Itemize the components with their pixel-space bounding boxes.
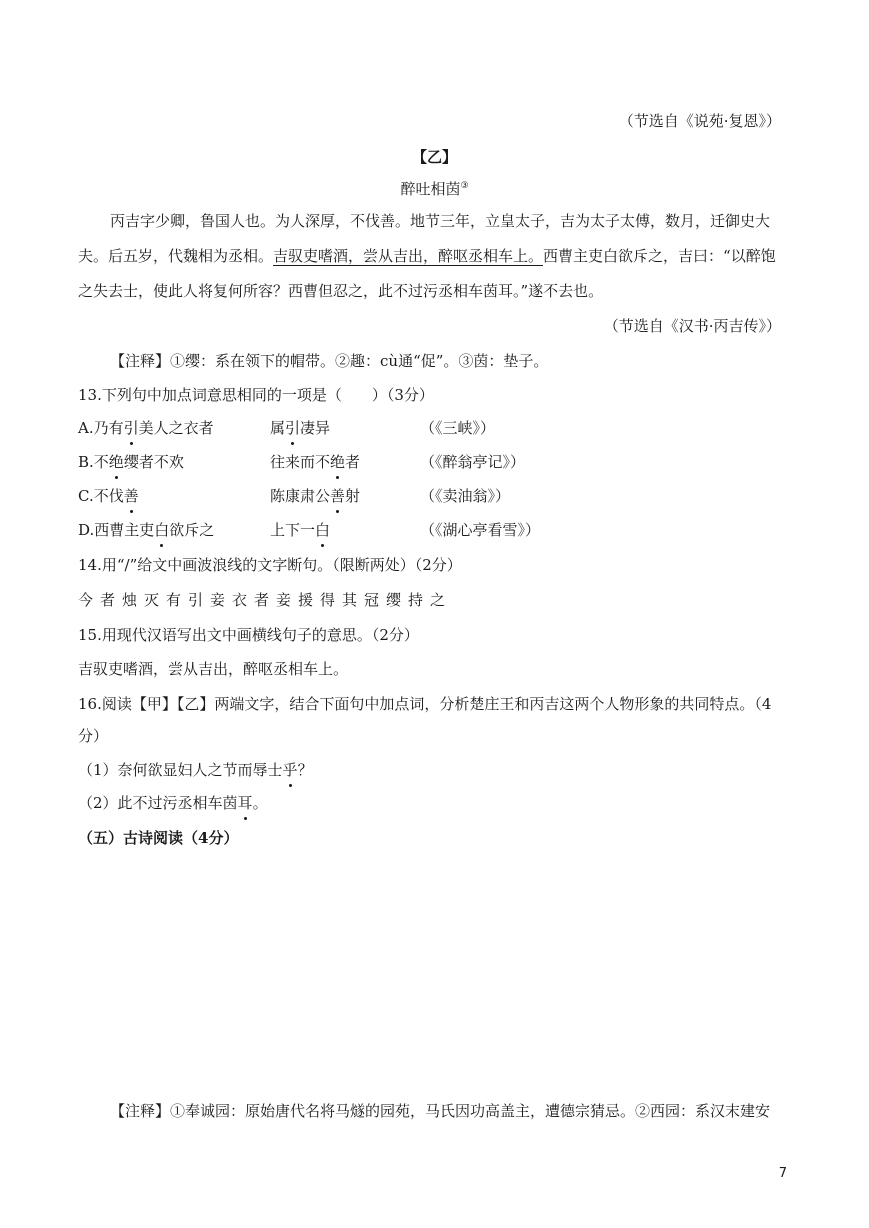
question-15-stem: 15.用现代汉语写出文中画横线句子的意思。（2分） — [78, 626, 419, 644]
sentence-text: （2）此不过污丞相车茵 — [78, 794, 238, 812]
passage-line-3: 之失去士，使此人将复何所容？西曹但忍之，此不过污丞相车茵耳。”遂不去也。 — [78, 282, 604, 300]
question-16-sentence-2 — [78, 793, 268, 814]
question-15-text: 吉驭吏嗜酒，尝从吉出，醉呕丞相车上。 — [78, 660, 349, 678]
sentence-text: （1）奈何欲显妇人之节而辱士 — [78, 761, 283, 779]
dotted-word: 善 — [123, 487, 139, 505]
dotted-word: 善 — [330, 487, 346, 505]
passage-line-1: 丙吉字少卿，鲁国人也。为人深厚，不伐善。地节三年，立皇太子，吉为太子太傅，数月，迁御史大 — [110, 212, 771, 230]
option-text: 属 — [270, 419, 286, 437]
underlined-sentence: 吉驭吏嗜酒，尝从吉出，醉呕丞相车上。 — [273, 247, 544, 265]
option-text: 者 — [345, 453, 361, 471]
option-text: A.乃有 — [78, 419, 124, 437]
passage-title-text: 醉吐相茵 — [400, 180, 461, 198]
option-text: 缨者不欢 — [123, 453, 184, 471]
source-citation-jia: （节选自《说苑·复恩》） — [618, 112, 781, 130]
page-number: 7 — [778, 1166, 787, 1181]
option-source: （《三峡》） — [420, 419, 496, 437]
option-c — [78, 486, 798, 507]
bottom-annotation: 【注释】①奉诚园：原始唐代名将马燧的园苑，马氏因功高盖主，遭德宗猜忌。②西园：系汉末建安 — [110, 1102, 771, 1120]
dotted-word: 白 — [154, 521, 170, 539]
option-text: B.不 — [78, 453, 109, 471]
dotted-word: 引 — [123, 419, 139, 437]
option-text: 陈康肃公 — [270, 487, 331, 505]
question-14-stem: 14.用“/”给文中画波浪线的文字断句。（限断两处）（2分） — [78, 556, 462, 574]
passage-line-2-start: 夫。后五岁，代魏相为丞相。 — [78, 247, 274, 265]
source-citation-yi: （节选自《汉书·丙吉传》） — [603, 317, 781, 335]
sentence-text: ？ — [297, 761, 313, 779]
option-d — [78, 520, 798, 541]
passage-line-2-end: 西曹主吏白欲斥之，吉曰：“以醉饱 — [543, 247, 776, 265]
footnote-marker: ③ — [460, 181, 469, 191]
dotted-word: 引 — [285, 419, 301, 437]
option-text: 上下一 — [270, 521, 316, 539]
dotted-word: 乎 — [282, 761, 298, 779]
option-b — [78, 452, 798, 473]
option-text: 美人之衣者 — [138, 419, 214, 437]
annotation-notes: 【注释】①缨：系在领下的帽带。②趣：cù通“促”。③茵：垫子。 — [110, 352, 549, 370]
sentence-text: 。 — [252, 794, 268, 812]
option-text: 射 — [345, 487, 361, 505]
option-a — [78, 418, 798, 439]
option-text: 欲斥之 — [169, 521, 215, 539]
question-16-stem-line-2: 分） — [78, 727, 109, 745]
section-5-heading: （五）古诗阅读（4分） — [78, 829, 239, 847]
option-source: （《湖心亭看雪》） — [420, 521, 541, 539]
passage-line-2 — [78, 246, 776, 267]
option-text: 凄异 — [300, 419, 331, 437]
question-16-sentence-1 — [78, 760, 313, 781]
dotted-word: 绝 — [330, 453, 346, 471]
dotted-word: 白 — [315, 521, 331, 539]
option-text: 往来而不 — [270, 453, 331, 471]
dotted-word: 绝 — [108, 453, 124, 471]
dotted-word: 耳 — [237, 794, 253, 812]
passage-title — [0, 179, 869, 200]
question-13-stem: 13.下列句中加点词意思相同的一项是（ ）（3分） — [78, 386, 434, 404]
option-source: （《醉翁亭记》） — [420, 453, 526, 471]
option-text: C.不伐 — [78, 487, 124, 505]
question-14-text: 今者烛灭有引妾衣者妾援得其冠缨持之 — [78, 591, 453, 609]
option-text: D.西曹主吏 — [78, 521, 155, 539]
question-16-stem-line-1: 16.阅读【甲】【乙】两端文字，结合下面句中加点词，分析楚庄王和丙吉这两个人物形象的共同特点。（4 — [78, 695, 772, 713]
section-heading-yi: 【乙】 — [411, 148, 457, 166]
option-source: （《卖油翁》） — [420, 487, 511, 505]
